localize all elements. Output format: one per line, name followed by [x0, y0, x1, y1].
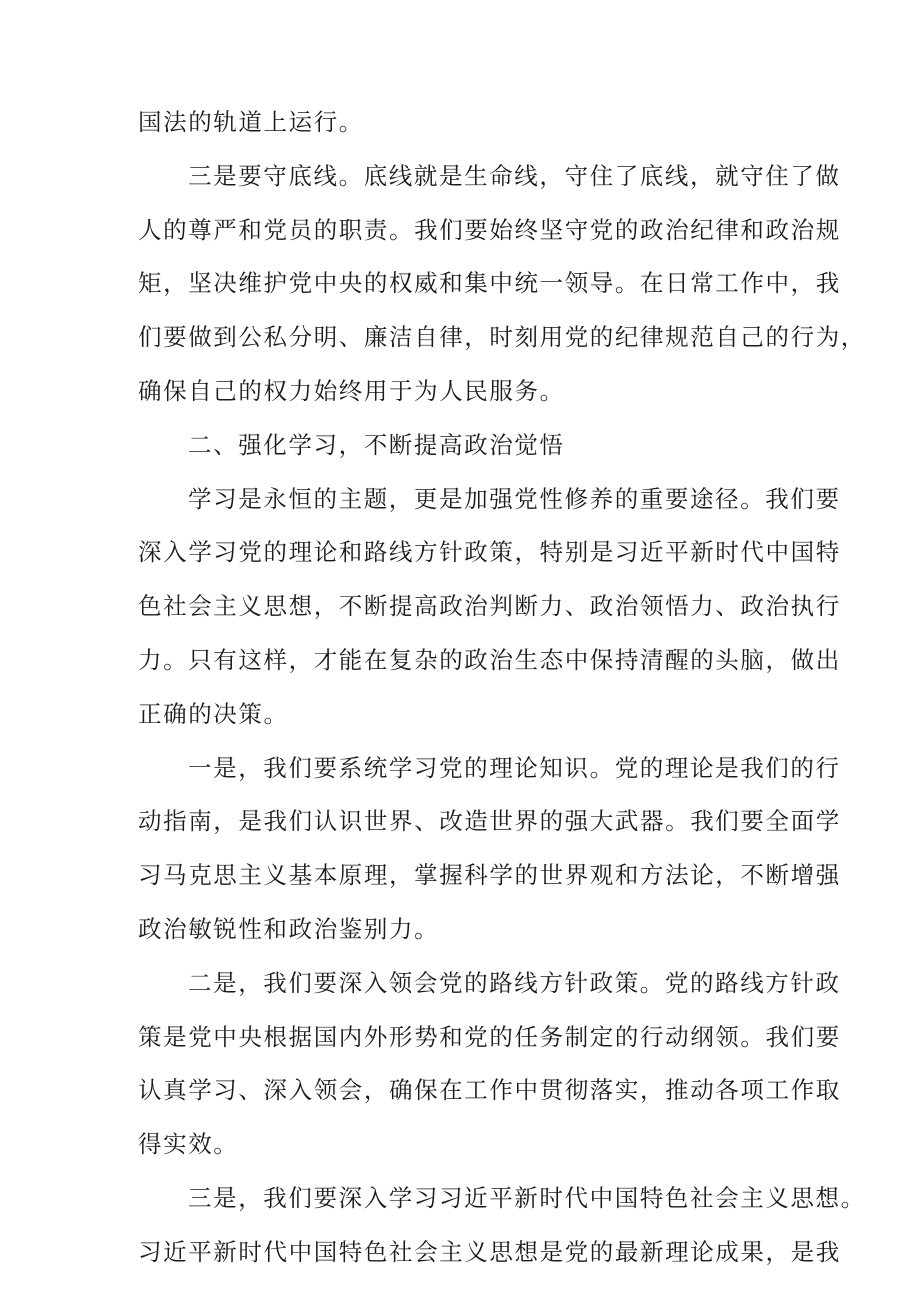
text-line: 力。只有这样，才能在复杂的政治生态中保持清醒的头脑，做出: [138, 645, 841, 674]
text-line: 人的尊严和党员的职责。我们要始终坚守党的政治纪律和政治规: [138, 215, 841, 244]
text-line: 确保自己的权力始终用于为人民服务。: [138, 376, 565, 405]
text-line: 学习是永恒的主题，更是加强党性修养的重要途径。我们要: [188, 484, 841, 513]
text-line: 国法的轨道上运行。: [138, 108, 364, 136]
text-line: 三是要守底线。底线就是生命线，守住了底线，就守住了做: [188, 161, 841, 190]
text-line: 深入学习党的理论和路线方针政策，特别是习近平新时代中国特: [138, 538, 841, 567]
text-line: 认真学习、深入领会，确保在工作中贯彻落实，推动各项工作取: [138, 1076, 841, 1105]
text-line: 得实效。: [138, 1130, 239, 1159]
text-line: 三是，我们要深入学习习近平新时代中国特色社会主义思想。: [188, 1183, 866, 1212]
text-line: 策是党中央根据国内外形势和党的任务制定的行动纲领。我们要: [138, 1022, 841, 1051]
section-heading: 二、强化学习，不断提高政治觉悟: [188, 430, 565, 459]
text-line: 色社会主义思想，不断提高政治判断力、政治领悟力、政治执行: [138, 592, 841, 621]
text-line: 习马克思主义基本原理，掌握科学的世界观和方法论，不断增强: [138, 861, 841, 890]
text-line: 二是，我们要深入领会党的路线方针政策。党的路线方针政: [188, 968, 841, 997]
text-line: 一是，我们要系统学习党的理论知识。党的理论是我们的行: [188, 753, 841, 782]
text-line: 动指南，是我们认识世界、改造世界的强大武器。我们要全面学: [138, 807, 841, 836]
text-line: 习近平新时代中国特色社会主义思想是党的最新理论成果，是我: [138, 1237, 841, 1266]
document-body: [138, 96, 866, 1280]
text-line: 们要做到公私分明、廉洁自律，时刻用党的纪律规范自己的行为，: [138, 323, 866, 352]
text-line: 矩，坚决维护党中央的权威和集中统一领导。在日常工作中，我: [138, 269, 841, 298]
text-line: 正确的决策。: [138, 699, 289, 728]
text-line: 政治敏锐性和政治鉴别力。: [138, 914, 440, 943]
